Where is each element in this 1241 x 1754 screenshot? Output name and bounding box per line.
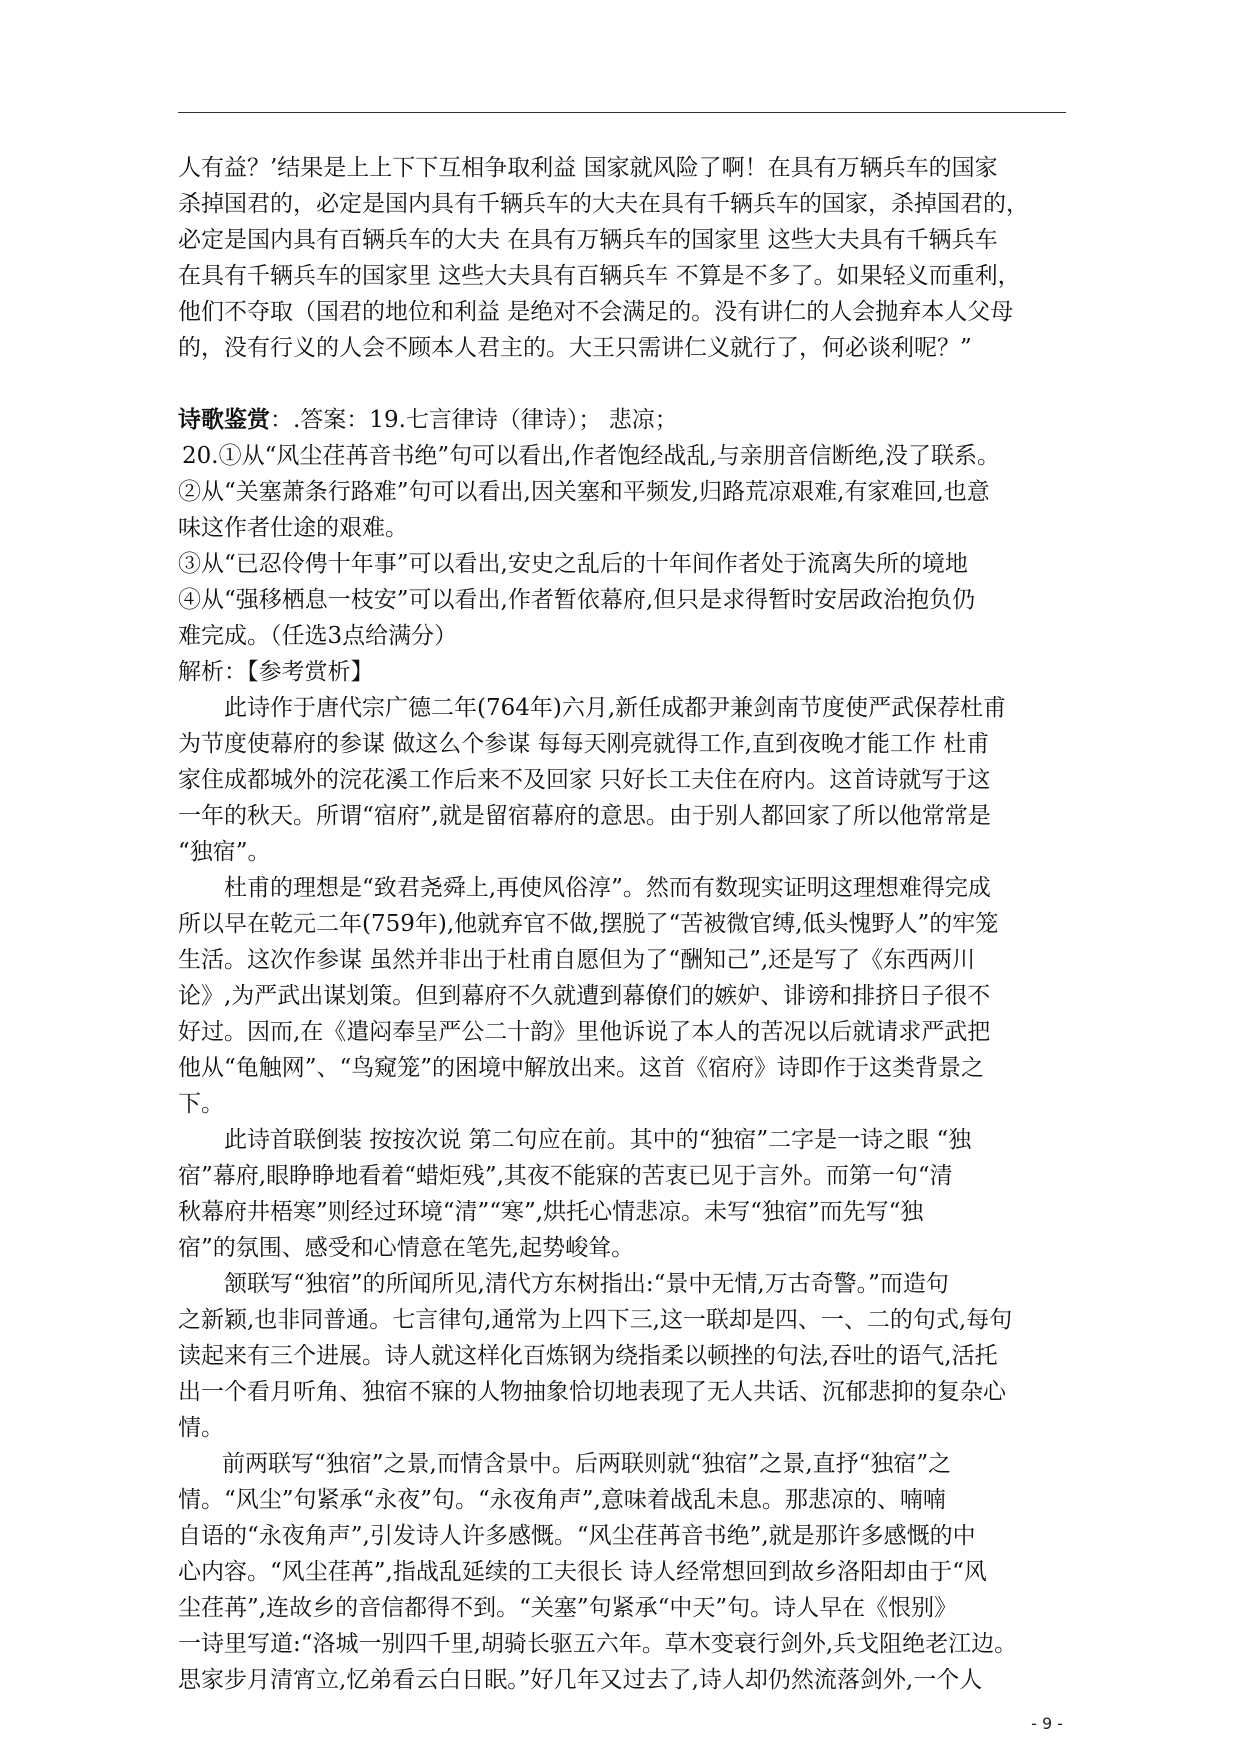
text-line: 尘荏苒”,连故乡的音信都得不到。“关塞”句紧承“中天”句。诗人早在《恨别》 (178, 1595, 958, 1621)
text-line: 家住成都城外的浣花溪工作后来不及回家 只好长工夫住在府内。这首诗就写于这 (178, 767, 991, 793)
text-line: 人有益？’结果是上上下下互相争取利益 国家就风险了啊！在具有万辆兵车的国家 (178, 155, 998, 181)
text-line: 难完成。（任选3点给满分） (178, 623, 458, 649)
text-line: 必定是国内具有百辆兵车的大夫 在具有万辆兵车的国家里 这些大夫具有千辆兵车 (178, 227, 998, 253)
section-heading: 诗歌鉴赏 (178, 407, 270, 433)
translation-paragraph (178, 150, 1078, 366)
text-line: “独宿”。 (178, 839, 271, 865)
text-line: 一年的秋天。所谓“宿府”,就是留宿幕府的意思。由于别人都回家了所以他常常是 (178, 803, 991, 829)
text-line: 前两联写“独宿”之景,而情含景中。后两联则就“独宿”之景,直抒“独宿”之 (222, 1451, 952, 1477)
text-line: 杜甫的理想是“致君尧舜上,再使风俗淳”。然而有数现实证明这理想难得完成 (224, 875, 991, 901)
text-line: 此诗作于唐代宗广德二年(764年)六月,新任成都尹兼剑南节度使严武保荐杜甫 (224, 695, 1007, 721)
text-line: 下。 (178, 1091, 224, 1117)
text-line: ②从“关塞萧条行路难”句可以看出,因关塞和平频发,归路荒凉艰难,有家难回,也意 (178, 479, 990, 505)
text-line: 一诗里写道:“洛城一别四千里,胡骑长驱五六年。草木变衰行剑外,兵戈阻绝老江边。 (178, 1631, 1018, 1657)
text-line: 颔联写“独宿”的所闻所见,清代方东树指出:“景中无情,万古奇警。”而造句 (224, 1271, 949, 1297)
text-line: 心内容。“风尘荏苒”,指战乱延续的工夫很长 诗人经常想回到故乡洛阳却由于“风 (178, 1559, 987, 1585)
analysis-label: 解析：【参考赏析】 (178, 659, 374, 685)
text-line: 他从“龟触网”、“鸟窥笼”的困境中解放出来。这首《宿府》诗即作于这类背景之 (178, 1055, 985, 1081)
header-rule (178, 112, 1066, 113)
spacer (178, 366, 1078, 402)
analysis-paragraph-4 (178, 1266, 1078, 1446)
poem-answer-section (178, 402, 1078, 690)
text-line: 读起来有三个进展。诗人就这样化百炼钢为绕指柔以顿挫的句法,吞吐的语气,活托 (178, 1343, 998, 1369)
text-line: 味这作者仕途的艰难。 (178, 515, 408, 541)
text-line: 宿”幕府,眼睁睁地看着“蜡炬残”,其夜不能寐的苦衷已见于言外。而第一句“清 (178, 1163, 953, 1189)
analysis-paragraph-5 (178, 1446, 1078, 1698)
text-line: 在具有千辆兵车的国家里 这些大夫具有百辆兵车 不算是不多了。如果轻义而重利， (178, 263, 1021, 289)
text-line: 情。 (178, 1415, 224, 1441)
text-line: 出一个看月听角、独宿不寐的人物抽象恰切地表现了无人共话、沉郁悲抑的复杂心 (178, 1379, 1006, 1405)
text-line: 所以早在乾元二年(759年),他就弃官不做,摆脱了“苦被微官缚,低头愧野人”的牢笼 (178, 911, 999, 937)
answer-text: ：.答案：19.七言律诗（律诗）； 悲凉； (270, 407, 678, 433)
text-line: 情。“风尘”句紧承“永夜”句。“永夜角声”,意味着战乱未息。那悲凉的、喃喃 (178, 1487, 946, 1513)
text-line: 生活。这次作参谋 虽然并非出于杜甫自愿但为了“酬知己”,还是写了《东西两川 (178, 947, 976, 973)
page-number: - 9 - (1031, 1714, 1063, 1733)
text-line: 杀掉国君的，必定是国内具有千辆兵车的大夫在具有千辆兵车的国家，杀掉国君的， (178, 191, 1029, 217)
text-line: 的，没有行义的人会不顾本人君主的。大王只需讲仁义就行了，何必谈利呢？” (178, 335, 972, 361)
text-line: 之新颖,也非同普通。七言律句,通常为上四下三,这一联却是四、一、二的句式,每句 (178, 1307, 1013, 1333)
analysis-paragraph-2 (178, 870, 1078, 1122)
page-content (178, 150, 1078, 1698)
answer-line (178, 402, 1078, 438)
text-line: 此诗首联倒装 按按次说 第二句应在前。其中的“独宿”二字是一诗之眼 “独 (224, 1127, 972, 1153)
text-line: 思家步月清宵立,忆弟看云白日眠。”好几年又过去了,诗人却仍然流落剑外,一个人 (178, 1667, 983, 1693)
text-line: 20.①从“风尘荏苒音书绝”句可以看出,作者饱经战乱,与亲朋音信断绝,没了联系。 (182, 443, 1001, 469)
text-line: 好过。因而,在《遣闷奉呈严公二十韵》里他诉说了本人的苦况以后就请求严武把 (178, 1019, 991, 1045)
analysis-paragraph-1 (178, 690, 1078, 870)
text-line: 为节度使幕府的参谋 做这么个参谋 每每天刚亮就得工作,直到夜晚才能工作 杜甫 (178, 731, 990, 757)
text-line: 秋幕府井梧寒”则经过环境“清”“寒”,烘托心情悲凉。未写“独宿”而先写“独 (178, 1199, 924, 1225)
text-line: ③从“已忍伶俜十年事”可以看出,安史之乱后的十年间作者处于流离失所的境地 (178, 551, 968, 577)
text-line: 自语的“永夜角声”,引发诗人许多感慨。“风尘荏苒音书绝”,就是那许多感慨的中 (178, 1523, 976, 1549)
text-line: 他们不夺取（国君的地位和利益 是绝对不会满足的。没有讲仁的人会抛弃本人父母 (178, 299, 1014, 325)
text-line: ④从“强移栖息一枝安”可以看出,作者暂依幕府,但只是求得暂时安居政治抱负仍 (178, 587, 976, 613)
text-line: 宿”的氛围、感受和心情意在笔先,起势峻耸。 (178, 1235, 635, 1261)
text-line: 论》,为严武出谋划策。但到幕府不久就遭到幕僚们的嫉妒、诽谤和排挤日子很不 (178, 983, 991, 1009)
analysis-paragraph-3 (178, 1122, 1078, 1266)
